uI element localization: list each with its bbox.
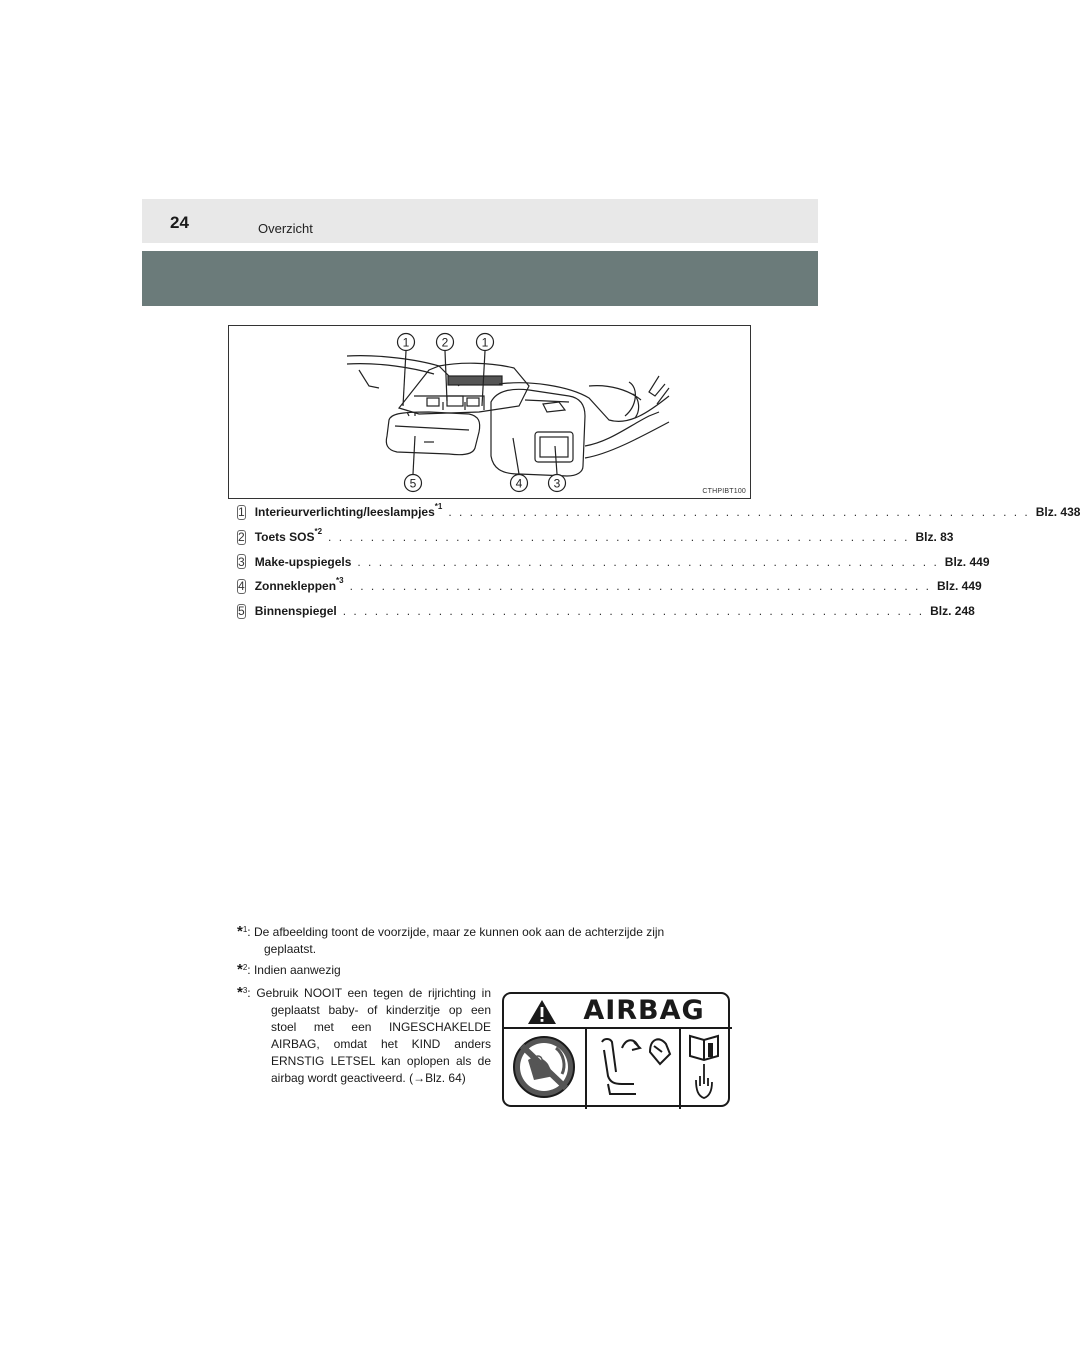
footnote-2: *$^2$: Indien aanwezig <box>237 961 341 978</box>
list-item <box>237 549 990 574</box>
item-label: Toets SOS$^{*2}$ <box>254 527 323 545</box>
item-label: Zonnekleppen$^{*3}$ <box>254 576 344 594</box>
footnote-ref: *2 <box>314 527 323 537</box>
interior-illustration <box>228 325 751 499</box>
airbag-warning-label <box>502 992 730 1107</box>
item-number: 1 <box>238 505 245 520</box>
callout-number: 4 <box>515 476 523 491</box>
leader-dots: . . . . . . . . . . . . . . . . . . . . . . . . . . . . . . . . . . . . . . . . . . . . . . . . . . . . . . . <box>328 530 910 545</box>
no-child-seat-icon <box>514 1037 574 1097</box>
footnote-3: *$^3$: Gebruik NOOIT een tegen de rijrichting in geplaatst baby- of kinderzitje op een stoel met een INGESCHAKELDE AIRBAG, omdat het KIND anders ERNSTIG LETSEL kan oplopen als de airbag wordt geactiveerd. (→Blz. 64) <box>237 984 491 1085</box>
owners-manual-icon <box>690 1036 718 1060</box>
page-reference: Blz. 83 <box>915 530 954 545</box>
leader-dots: . . . . . . . . . . . . . . . . . . . . . . . . . . . . . . . . . . . . . . . . . . . . . . . . . . . . . . . <box>448 505 1030 520</box>
item-label: Make-upspiegels <box>254 554 352 569</box>
callout-number: 3 <box>553 476 561 491</box>
item-number: 4 <box>238 579 245 594</box>
list-item <box>237 599 975 624</box>
title-band <box>142 251 818 306</box>
page-reference: Blz. 248 <box>930 604 975 619</box>
item-number: 5 <box>238 604 245 619</box>
list-item <box>237 500 1080 525</box>
item-number: 2 <box>238 530 245 545</box>
callout-number: 1 <box>402 335 410 350</box>
leader-dots: . . . . . . . . . . . . . . . . . . . . . . . . . . . . . . . . . . . . . . . . . . . . . . . . . . . . . . . <box>357 554 939 569</box>
callout-number: 1 <box>481 335 489 350</box>
item-label: Interieurverlichting/leeslampjes$^{*1}$ <box>254 502 443 520</box>
item-number: 3 <box>238 554 245 569</box>
footnote-ref: *1 <box>434 502 443 512</box>
list-item <box>237 574 982 599</box>
leader-dots: . . . . . . . . . . . . . . . . . . . . . . . . . . . . . . . . . . . . . . . . . . . . . . . . . . . . . . . <box>349 579 931 594</box>
header-bar <box>142 199 818 243</box>
legend-list <box>237 500 1080 623</box>
section-title: Overzicht <box>258 221 313 236</box>
page-reference: Blz. 449 <box>944 554 990 569</box>
figure-code: CTHPIBT100 <box>702 488 746 495</box>
footnote-ref: *3 <box>336 576 344 586</box>
leader-dots: . . . . . . . . . . . . . . . . . . . . . . . . . . . . . . . . . . . . . . . . . . . . . . . . . . . . . . . <box>342 604 925 619</box>
callout-number: 5 <box>409 476 417 491</box>
callout-number: 2 <box>441 335 449 350</box>
pointing-finger-icon <box>696 1064 712 1098</box>
interior-line-drawing <box>229 326 750 498</box>
item-label: Binnenspiegel <box>254 604 337 619</box>
page-reference: Blz. 438 <box>1035 505 1080 520</box>
list-item <box>237 525 954 550</box>
footnote-1: *$^1$: De afbeelding toont de voorzijde, maar ze kunnen ook aan de achterzijde zijn geplaatst. <box>237 923 665 956</box>
airbag-word: AIRBAG <box>583 995 705 1026</box>
page-number: 24 <box>170 213 189 232</box>
seat-airbag-icon <box>602 1039 670 1094</box>
page-reference: Blz. 449 <box>937 579 982 594</box>
